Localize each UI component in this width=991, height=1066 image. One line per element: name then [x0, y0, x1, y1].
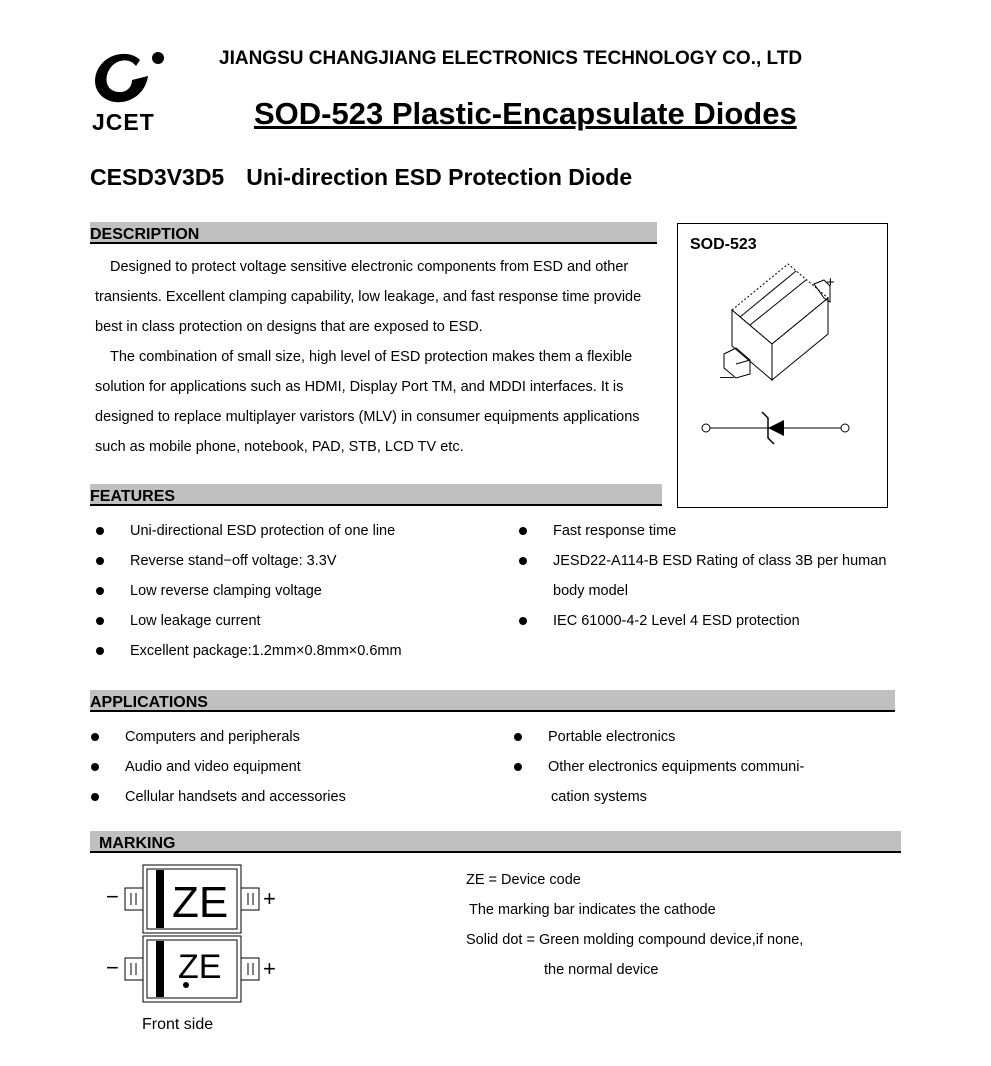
- list-item: Low leakage current: [90, 606, 510, 636]
- list-item: Portable electronics: [508, 722, 903, 752]
- applications-heading: APPLICATIONS: [90, 690, 895, 712]
- bullet-icon: [96, 527, 104, 535]
- bullet-icon: [514, 733, 522, 741]
- bullet-icon: [96, 617, 104, 625]
- list-item: Uni-directional ESD protection of one line: [90, 516, 510, 546]
- features-heading: FEATURES: [90, 484, 662, 506]
- cathode-bar-icon: [156, 941, 164, 997]
- list-item: Reverse stand−off voltage: 3.3V: [90, 546, 510, 576]
- list-item: Computers and peripherals: [85, 722, 505, 752]
- list-item: Cellular handsets and accessories: [85, 782, 505, 812]
- list-item: JESD22-A114-B ESD Rating of class 3B per human body model: [513, 546, 908, 606]
- marking-note: the normal device: [544, 962, 659, 978]
- package-outline-drawing: [700, 262, 850, 387]
- bullet-icon: [96, 587, 104, 595]
- applications-list-right: [508, 722, 903, 812]
- marking-code-top: ZE: [172, 878, 229, 927]
- description-paragraph-1: Designed to protect voltage sensitive electronic components from ESD and other transients. Excellent clamping capability, low leakage, and fast response time provide best in class protection on designs that are exposed to ESD.: [95, 259, 642, 335]
- package-label: SOD-523: [690, 236, 757, 253]
- bullet-icon: [96, 647, 104, 655]
- list-item: Excellent package:1.2mm×0.8mm×0.6mm: [90, 636, 510, 666]
- bullet-icon: [514, 763, 522, 771]
- marking-note: The marking bar indicates the cathode: [469, 902, 716, 918]
- logo-text: JCET: [92, 109, 155, 135]
- document-title: SOD-523 Plastic-Encapsulate Diodes: [254, 96, 797, 131]
- bullet-icon: [91, 793, 99, 801]
- anode-plus-label: +: [263, 886, 276, 911]
- jcet-logo-icon: [88, 46, 168, 116]
- description-body: [95, 252, 667, 462]
- bullet-icon: [91, 733, 99, 741]
- cathode-minus-label: −: [106, 955, 119, 980]
- features-list-left: [90, 516, 510, 666]
- description-heading: DESCRIPTION: [90, 222, 657, 244]
- front-side-caption: Front side: [142, 1016, 214, 1033]
- marking-note: ZE = Device code: [466, 872, 581, 888]
- bullet-icon: [519, 527, 527, 535]
- marking-diagram: [100, 862, 290, 1004]
- bullet-icon: [519, 617, 527, 625]
- bullet-icon: [519, 557, 527, 565]
- description-paragraph-2: The combination of small size, high level of ESD protection makes them a flexible solution for applications such as HDMI, Display Port TM, and MDDI interfaces. It is designed to replace multiplayer varistors (MLV) in consumer equipments applications such as mobile phone, notebook, PAD, STB, LCD TV etc.: [95, 349, 640, 455]
- package-minus-label: —: [720, 368, 734, 384]
- package-plus-label: +: [826, 274, 835, 291]
- part-title: Uni-direction ESD Protection Diode: [246, 164, 633, 190]
- diode-symbol-icon: [700, 408, 855, 448]
- features-list-right: [513, 516, 908, 636]
- bullet-icon: [91, 763, 99, 771]
- marking-notes: [466, 865, 803, 985]
- company-name: JIANGSU CHANGJIANG ELECTRONICS TECHNOLOGY CO., LTD: [219, 48, 803, 69]
- marking-heading: MARKING: [90, 831, 901, 853]
- marking-code-bottom: ZE: [178, 948, 222, 986]
- part-heading: [90, 164, 632, 191]
- list-item: IEC 61000-4-2 Level 4 ESD protection: [513, 606, 908, 636]
- cathode-bar-icon: [156, 870, 164, 928]
- part-number: CESD3V3D5: [90, 164, 225, 190]
- list-item: Other electronics equipments communi- cation systems: [508, 752, 903, 812]
- list-item: Low reverse clamping voltage: [90, 576, 510, 606]
- cathode-minus-label: −: [106, 884, 119, 909]
- applications-list-left: [85, 722, 505, 812]
- bullet-icon: [96, 557, 104, 565]
- marking-note: Solid dot = Green molding compound device,if none,: [466, 932, 804, 948]
- list-item: Audio and video equipment: [85, 752, 505, 782]
- anode-plus-label: +: [263, 956, 276, 981]
- list-item: Fast response time: [513, 516, 908, 546]
